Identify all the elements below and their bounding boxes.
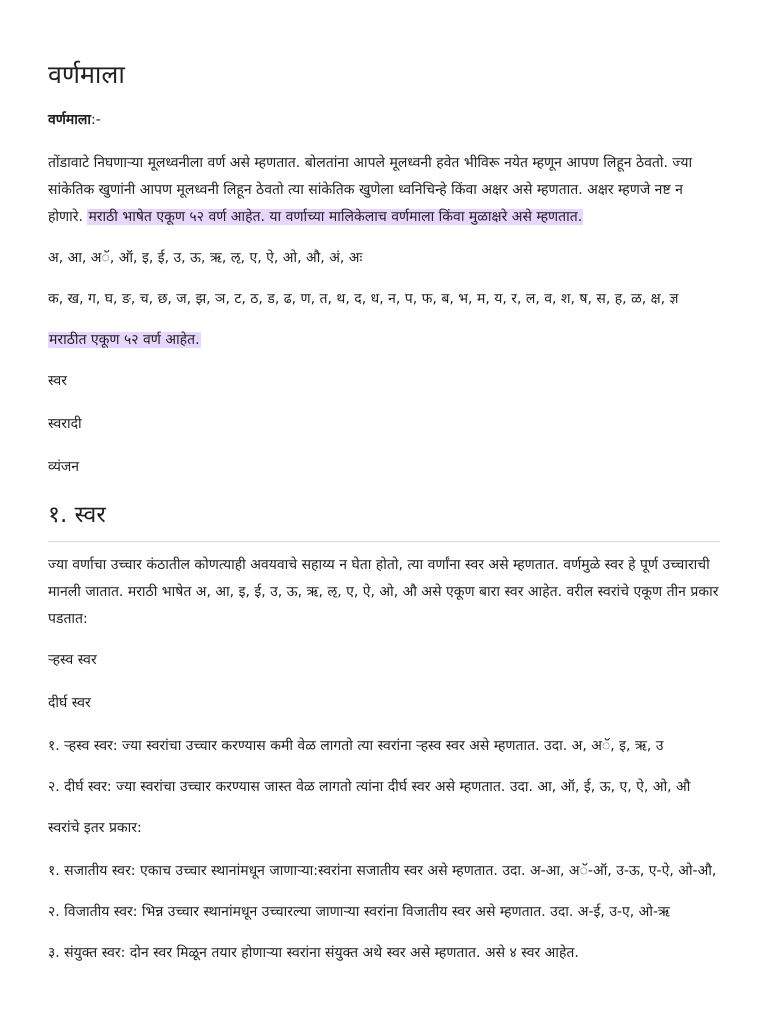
intro-text: तोंडावाटे निघणाऱ्या मूलध्वनीला वर्ण असे म्हणतात. बोलतांना आपले मूलध्वनी हवेत भीविरू नयेत म्हणून आपण लिहून ठेवतो. ज्या सांकेतिक खुणांनी आपण मूलध्वनी लिहून ठेवतो त्या सांकेतिक खुणेला ध्वनिचिन्हे किंवा अक्षर असे म्हणतात. अक्षर म्हणजे नष्ट न होणारे. — [48, 155, 693, 225]
consonants-list: क, ख, ग, घ, ङ, च, छ, ज, झ, ञ, ट, ठ, ड, ढ, ण, त, थ, द, ध, न, प, फ, ब, भ, म, य, र, ल, व, श, ष, स, ह, ळ, क्ष, ज्ञ — [48, 291, 679, 307]
vowels-list: अ, आ, अॅ, ऑ, इ, ई, उ, ऊ, ऋ, ऌ, ए, ऐ, ओ, औ, अं, अः — [48, 250, 363, 266]
category-item-vowel: स्वर — [48, 373, 67, 389]
other-vowel-types-label: स्वरांचे इतर प्रकार: — [48, 820, 142, 836]
total-statement — [48, 327, 720, 354]
intro-highlight: मराठी भाषेत एकूण ५२ वर्ण आहेत. या वर्णाच्या मालिकेलाच वर्णमाला किंवा मुळाक्षरे असे म्हणतात. — [88, 209, 583, 225]
dissimilar-vowel-definition: २. विजातीय स्वर: भिन्न उच्चार स्थानांमधून उच्चारल्या जाणाऱ्या स्वरांना विजातीय स्वर असे म्हणतात. उदा. अ-ई, उ-ए, ओ-ऋ — [48, 904, 671, 920]
vowels-definition: ज्या वर्णाचा उच्चार कंठातील कोणत्याही अवयवाचे सहाय्य न घेता होतो, त्या वर्णांना स्वर असे म्हणतात. वर्णमुळे स्वर हे पूर्ण उच्चाराची मानली जातात. मराठी भाषेत अ, आ, इ, ई, उ, ऊ, ऋ, ऌ, ए, ऐ, ओ, औ असे एकूण बारा स्वर आहेत. वरील स्वरांचे एकूण तीन प्रकार पडतात: — [48, 557, 719, 627]
short-vowel-definition: १. ऱ्हस्व स्वर: ज्या स्वरांचा उच्चार करण्यास कमी वेळ लागतो त्या स्वरांना ऱ्हस्व स्वर असे म्हणतात. उदा. अ, अॅ, इ, ऋ, उ — [48, 738, 664, 754]
page-title: वर्णमाला — [48, 60, 125, 89]
section-heading-vowels: १. स्वर — [48, 502, 106, 528]
section-subheading — [48, 110, 720, 130]
compound-vowel-definition: ३. संयुक्त स्वर: दोन स्वर मिळून तयार होणाऱ्या स्वरांना संयुक्त अथे स्वर असे म्हणतात. असे ४ स्वर आहेत. — [48, 945, 579, 961]
vowel-type-short: ऱ्हस्व स्वर — [48, 652, 97, 668]
similar-vowel-definition: १. सजातीय स्वर: एकाच उच्चार स्थानांमधून जाणाऱ्या:स्वरांना सजातीय स्वर असे म्हणतात. उदा. अ-आ, अॅ-ऑ, उ-ऊ, ए-ऐ, ओ-औ, — [48, 863, 717, 879]
long-vowel-definition: २. दीर्घ स्वर: ज्या स्वरांचा उच्चार करण्यास जास्त वेळ लागतो त्यांना दीर्घ स्वर असे म्हणतात. उदा. आ, ऑ, ई, ऊ, ए, ऐ, ओ, औ — [48, 779, 691, 795]
intro-paragraph — [48, 150, 720, 231]
category-item-consonant: व्यंजन — [48, 459, 80, 475]
category-item-swaradi: स्वरादी — [48, 416, 82, 432]
section-divider — [48, 541, 720, 542]
subheading-suffix: :- — [91, 112, 101, 128]
total-highlight: मराठीत एकूण ५२ वर्ण आहेत. — [49, 332, 200, 348]
subheading-bold: वर्णमाला — [48, 112, 92, 128]
vowel-type-long: दीर्घ स्वर — [48, 695, 91, 711]
